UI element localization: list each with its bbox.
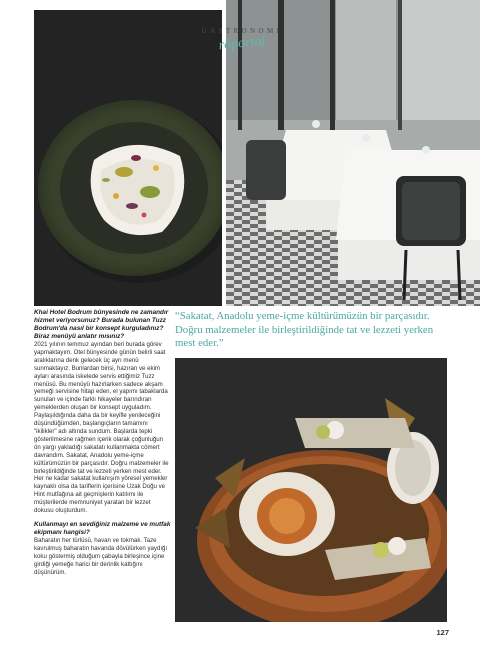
section-label: GASTRONOMI <box>201 27 283 35</box>
section-subtitle: röportaj <box>217 33 266 54</box>
plated-dish-photo <box>34 10 222 306</box>
interview-question: Khai Hotel Bodrum bünyesinde ne zamandır hizmet veriyorsunuz? Burada bulunan Tuzz Bodrum'da nasıl bir konsept kurguladınız? Biraz menüyü anlatır mısınız? <box>34 309 169 340</box>
article-body <box>34 309 171 576</box>
interview-answer: 2021 yılının temmuz ayından beri burada görev yapmaktayım. Otel bünyesinde günün belirli saat aralıklarına denk gelecek üç ayrı menü sunmaktayız. Bunlardan birisi, hazıran ve ekim ayları arasında iskelede servis ettiğimiz Tuzz menüsü. Bu menüyü hazırlarken sadece akşam yemeği servisine hitap eden, el yapımı tabaklarda sunulan ve içinde farklı hikayeler barındıran yemeklerden oluşan bir konsept uyguladım. Paylaşıldığında daha da bir keyifle yenileceğini düşündüğümden, başlangıçların tamamını "ikilikler" adı altında sundum. Başlarda tepki gösterilmesine rağmen içerik olarak çoğunluğun ön yargı yakladığı sakatatı kullanmakta cömert davrandım. Sakatat, Anadolu yeme-içme kültürümüzün bir parçasıdır. Doğru malzemeler ile birleştirildiğinde tat ve lezzeti yerken mest eder. Her ne kadar sakatat kullanışım yöresel yemekler kaynaklı olsa da tariflerin içerisine Uzak Doğu ve Hint mutfağına ait geçmişlerin katılımı ile müşterilerde memnuniyet yaratan bir lezzet dokusu oluşturdum. <box>34 341 169 515</box>
pull-quote: “Sakatat, Anadolu yeme-içme kültürümüzün bir parçasıdır. Doğru malzemeler ile birleştirildiğinde tat ve lezzeti yerken mest eder.” <box>175 310 434 350</box>
page-number: 127 <box>436 628 449 637</box>
interview-answer: Baharatın her türlüsü, havan ve tokmak. Taze kavrulmuş baharatın havanda dövülürken yaydığı koku göstermiş olduğum çabayla birleşince içine girdiği yemeğe harici bir derinlik kattığını düşünürüm. <box>34 536 168 576</box>
interview-question: Kullanmayı en sevdiğiniz malzeme ve mutfak ekipmanı hangisi? <box>34 520 171 536</box>
mushroom-dish-photo <box>175 358 447 622</box>
